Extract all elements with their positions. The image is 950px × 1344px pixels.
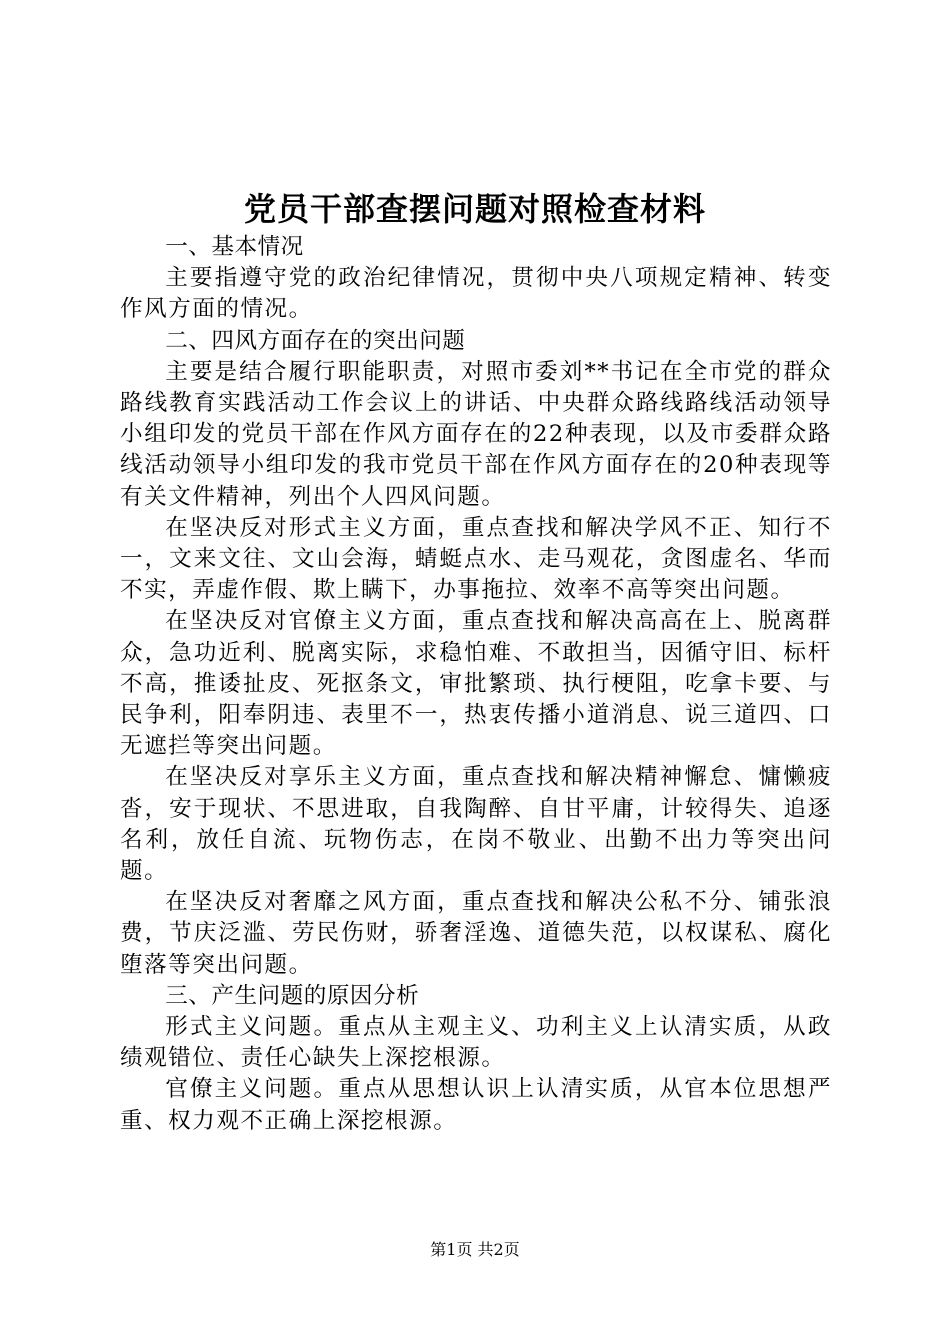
- paragraph: 主要是结合履行职能职责，对照市委刘**书记在全市党的群众路线教育实践活动工作会议上的讲话、中央群众路线路线活动领导小组印发的党员干部在作风方面存在的22种表现，以及市委群众路线活动领导小组印发的我市党员干部在作风方面存在的20种表现等有关文件精神，列出个人四风问题。: [120, 358, 832, 510]
- paragraph: 主要指遵守党的政治纪律情况，贯彻中央八项规定精神、转变作风方面的情况。: [120, 265, 832, 323]
- paragraph: 在坚决反对奢靡之风方面，重点查找和解决公私不分、铺张浪费，节庆泛滥、劳民伤财，骄奢淫逸、道德失范，以权谋私、腐化堕落等突出问题。: [120, 889, 832, 978]
- paragraph: 官僚主义问题。重点从思想认识上认清实质，从官本位思想严重、权力观不正确上深挖根源。: [120, 1076, 832, 1134]
- paragraph: 在坚决反对官僚主义方面，重点查找和解决高高在上、脱离群众，急功近利、脱离实际，求稳怕难、不敢担当，因循守旧、标杆不高，推诿扯皮、死抠条文，审批繁琐、执行梗阻，吃拿卡要、与民争利，阳奉阴违、表里不一，热衷传播小道消息、说三道四、口无遮拦等突出问题。: [120, 608, 832, 760]
- section-heading: 一、基本情况: [165, 234, 304, 260]
- paragraph: 形式主义问题。重点从主观主义、功利主义上认清实质，从政绩观错位、责任心缺失上深挖根源。: [120, 1014, 832, 1072]
- paragraph: 在坚决反对享乐主义方面，重点查找和解决精神懈怠、慵懒疲沓，安于现状、不思进取，自我陶醉、自甘平庸，计较得失、追逐名利，放任自流、玩物伤志，在岗不敬业、出勤不出力等突出问题。: [120, 764, 832, 885]
- document-title: 党员干部查摆问题对照检查材料: [243, 190, 706, 228]
- document-body: [120, 232, 832, 1137]
- paragraph: 在坚决反对形式主义方面，重点查找和解决学风不正、知行不一，文来文往、文山会海，蜻蜓点水、走马观花，贪图虚名、华而不实，弄虚作假、欺上瞒下，办事拖拉、效率不高等突出问题。: [120, 514, 832, 604]
- section-heading: 二、四风方面存在的突出问题: [165, 327, 466, 354]
- page-number-footer: 第1页 共2页: [430, 1240, 520, 1259]
- section-heading: 三、产生问题的原因分析: [165, 982, 420, 1009]
